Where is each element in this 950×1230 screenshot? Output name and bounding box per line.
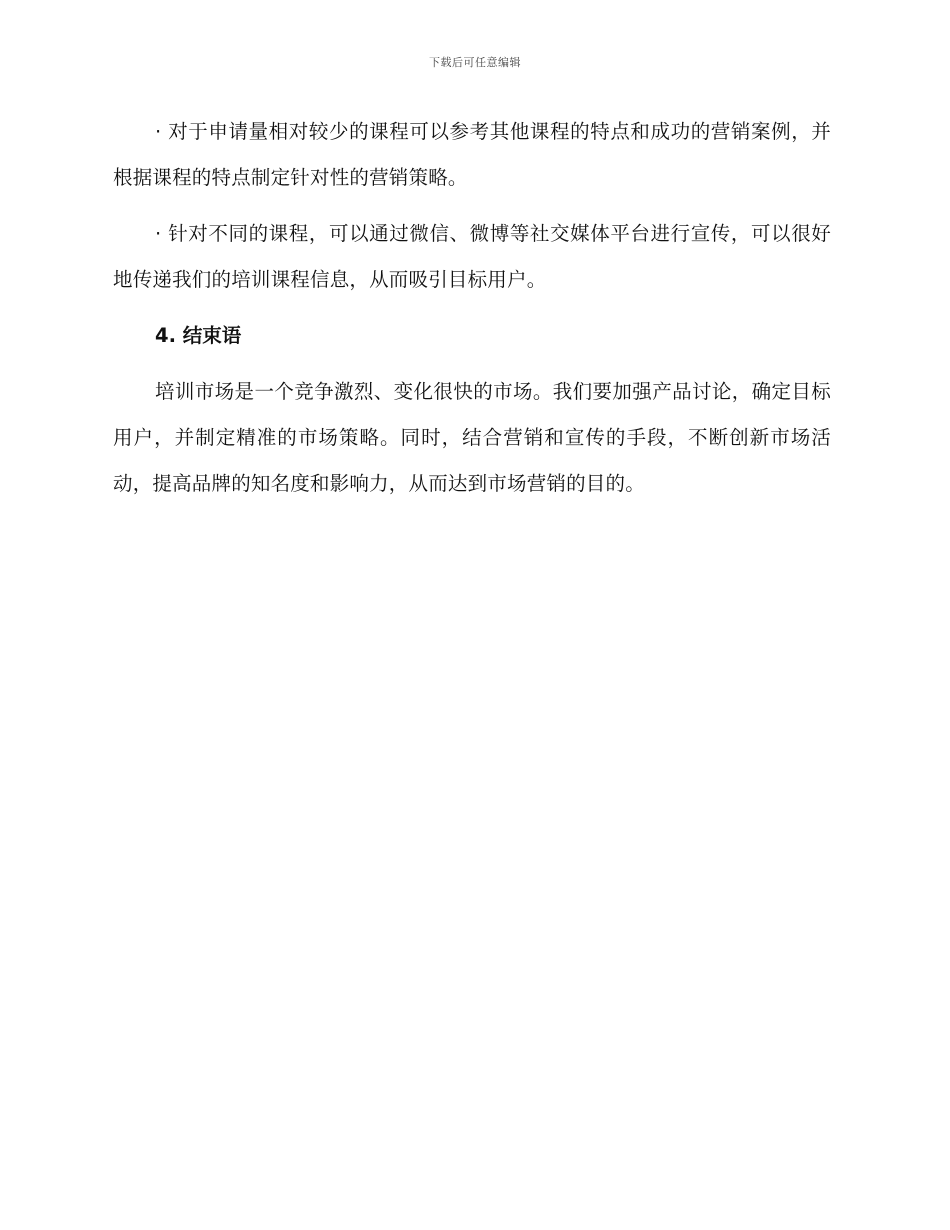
bullet-paragraph-1: · 对于申请量相对较少的课程可以参考其他课程的特点和成功的营销案例，并根据课程的特点制定针对性的营销策略。 [113,120,831,189]
document-body [113,109,831,517]
conclusion-paragraph: 培训市场是一个竞争激烈、变化很快的市场。我们要加强产品讨论，确定目标用户，并制定精准的市场策略。同时，结合营销和宣传的手段，不断创新市场活动，提高品牌的知名度和影响力，从而达到市场营销的目的。 [113,380,831,495]
page-header-note: 下载后可任意编辑 [429,56,521,69]
section-heading: 4. 结束语 [155,324,242,347]
bullet-paragraph-2: · 针对不同的课程，可以通过微信、微博等社交媒体平台进行宣传，可以很好地传递我们的培训课程信息，从而吸引目标用户。 [113,222,831,291]
